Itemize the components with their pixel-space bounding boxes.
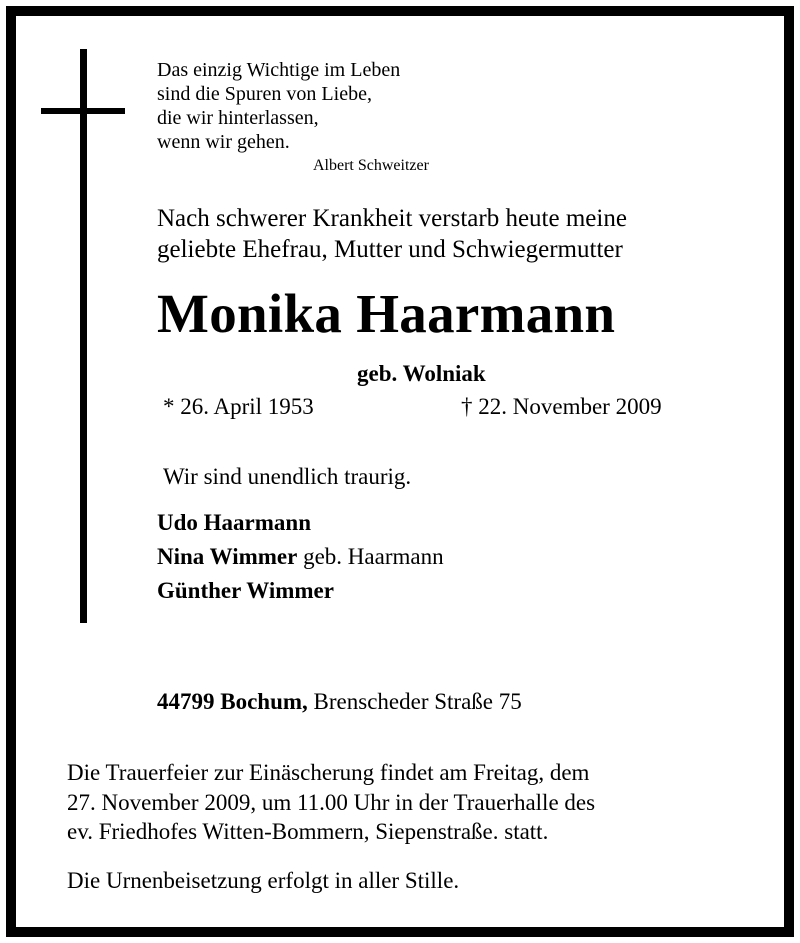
ceremony-line: 27. November 2009, um 11.00 Uhr in der Trauerhalle des — [67, 789, 596, 815]
address — [157, 687, 522, 716]
quote-line: Das einzig Wichtige im Leben — [157, 59, 401, 81]
ceremony-line: ev. Friedhofes Witten-Bommern, Siepenstraße. statt. — [67, 819, 549, 844]
death-date: † 22. November 2009 — [461, 394, 662, 419]
quote-line: wenn wir gehen. — [157, 131, 290, 153]
quote — [157, 58, 400, 154]
intro-line: geliebte Ehefrau, Mutter und Schwiegermutter — [157, 236, 623, 263]
mourner-name: Nina Wimmer — [157, 544, 298, 569]
quote-line: sind die Spuren von Liebe, — [157, 83, 372, 105]
cross-icon — [80, 49, 87, 623]
birth-date: * 26. April 1953 — [163, 394, 314, 419]
mourner — [157, 540, 444, 574]
mourner-suffix: geb. Haarmann — [297, 544, 444, 569]
intro-line: Nach schwerer Krankheit verstarb heute meine — [157, 205, 627, 232]
quote-line: die wir hinterlassen, — [157, 107, 319, 129]
quote-author: Albert Schweitzer — [313, 157, 429, 174]
ceremony-notice — [67, 758, 595, 847]
deceased-name: Monika Haarmann — [157, 283, 616, 344]
cross-icon-bar — [41, 108, 125, 114]
mourners-list — [157, 506, 444, 608]
intro-text — [157, 203, 627, 265]
ceremony-line: Die Trauerfeier zur Einäscherung findet am Freitag, dem — [67, 760, 590, 785]
mourner — [157, 506, 444, 540]
maiden-name: geb. Wolniak — [357, 361, 486, 386]
sadness-statement: Wir sind unendlich traurig. — [163, 464, 412, 489]
mourner-name: Günther Wimmer — [157, 578, 334, 603]
mourner — [157, 574, 444, 608]
urn-notice: Die Urnenbeisetzung erfolgt in aller Stille. — [67, 868, 460, 893]
address-street: Brenscheder Straße 75 — [307, 689, 522, 714]
mourner-name: Udo Haarmann — [157, 510, 311, 535]
address-city: 44799 Bochum, — [157, 689, 308, 714]
